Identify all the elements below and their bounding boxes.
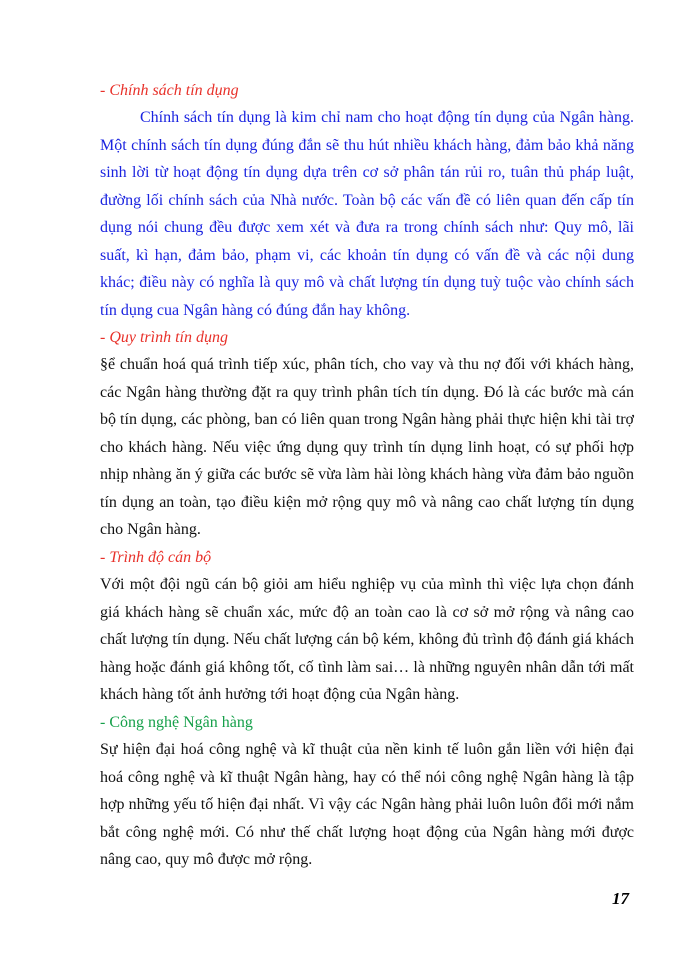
section-heading-bank-technology: - Công nghệ Ngân hàng (100, 714, 253, 731)
page-number: 17 (612, 889, 629, 908)
section-body-bank-technology: Sự hiện đại hoá công nghệ và kĩ thuật của nền kinh tế luôn gắn liền với hiện đại hoá công nghệ và kĩ thuật Ngân hàng, hay có thể nói công nghệ Ngân hàng là tập hợp những yếu tố hiện đại nhất. Vì vậy các Ngân hàng phải luôn luôn đổi mới nắm bắt công nghệ mới. Có như thế chất lượng hoạt động của Ngân hàng mới được nâng cao, quy mô được mở rộng. (100, 741, 634, 868)
section-body-credit-policy: Chính sách tín dụng là kim chỉ nam cho hoạt động tín dụng của Ngân hàng. Một chính sách tín dụng đúng đắn sẽ thu hút nhiều khách hàng, đảm bảo khả năng sinh lời từ hoạt động tín dụng dựa trên cơ sở phân tán rủi ro, tuân thủ pháp luật, đường lối chính sách của Nhà nước. Toàn bộ các vấn đề có liên quan đến cấp tín dụng nói chung đều được xem xét và đưa ra trong chính sách như: Quy mô, lãi suất, kì hạn, đảm bảo, phạm vi, các khoản tín dụng có vấn đề và các nội dung khác; điều này có nghĩa là quy mô và chất lượng tín dụng tuỳ tuộc vào chính sách tín dụng cua Ngân hàng có đúng đắn hay không. (100, 109, 634, 319)
section-heading-credit-policy: - Chính sách tín dụng (100, 82, 239, 99)
section-body-credit-process: §ể chuẩn hoá quá trình tiếp xúc, phân tích, cho vay và thu nợ đối với khách hàng, các Ngân hàng thường đặt ra quy trình phân tích tín dụng. Đó là các bước mà cán bộ tín dụng, các phòng, ban có liên quan trong Ngân hàng phải thực hiện khi tài trợ cho khách hàng. Nếu việc ứng dụng quy trình tín dụng linh hoạt, có sự phối hợp nhịp nhàng ăn ý giữa các bước sẽ vừa làm hài lòng khách hàng vừa đảm bảo nguồn tín dụng an toàn, tạo điều kiện mở rộng quy mô và nâng cao chất lượng tín dụng cho Ngân hàng. (100, 356, 634, 538)
section-body-staff-level: Với một đội ngũ cán bộ giỏi am hiểu nghiệp vụ của mình thì việc lựa chọn đánh giá khách hàng sẽ chuẩn xác, mức độ an toàn cao là cơ sở mở rộng và nâng cao chất lượng tín dụng. Nếu chất lượng cán bộ kém, không đủ trình độ đánh giá khách hàng hoặc đánh giá không tốt, cố tình làm sai… là những nguyên nhân dẫn tới mất khách hàng tốt ảnh hưởng tới hoạt động của Ngân hàng. (100, 576, 634, 703)
section-heading-credit-process: - Quy trình tín dụng (100, 329, 228, 346)
section-heading-staff-level: - Trình độ cán bộ (100, 549, 212, 566)
